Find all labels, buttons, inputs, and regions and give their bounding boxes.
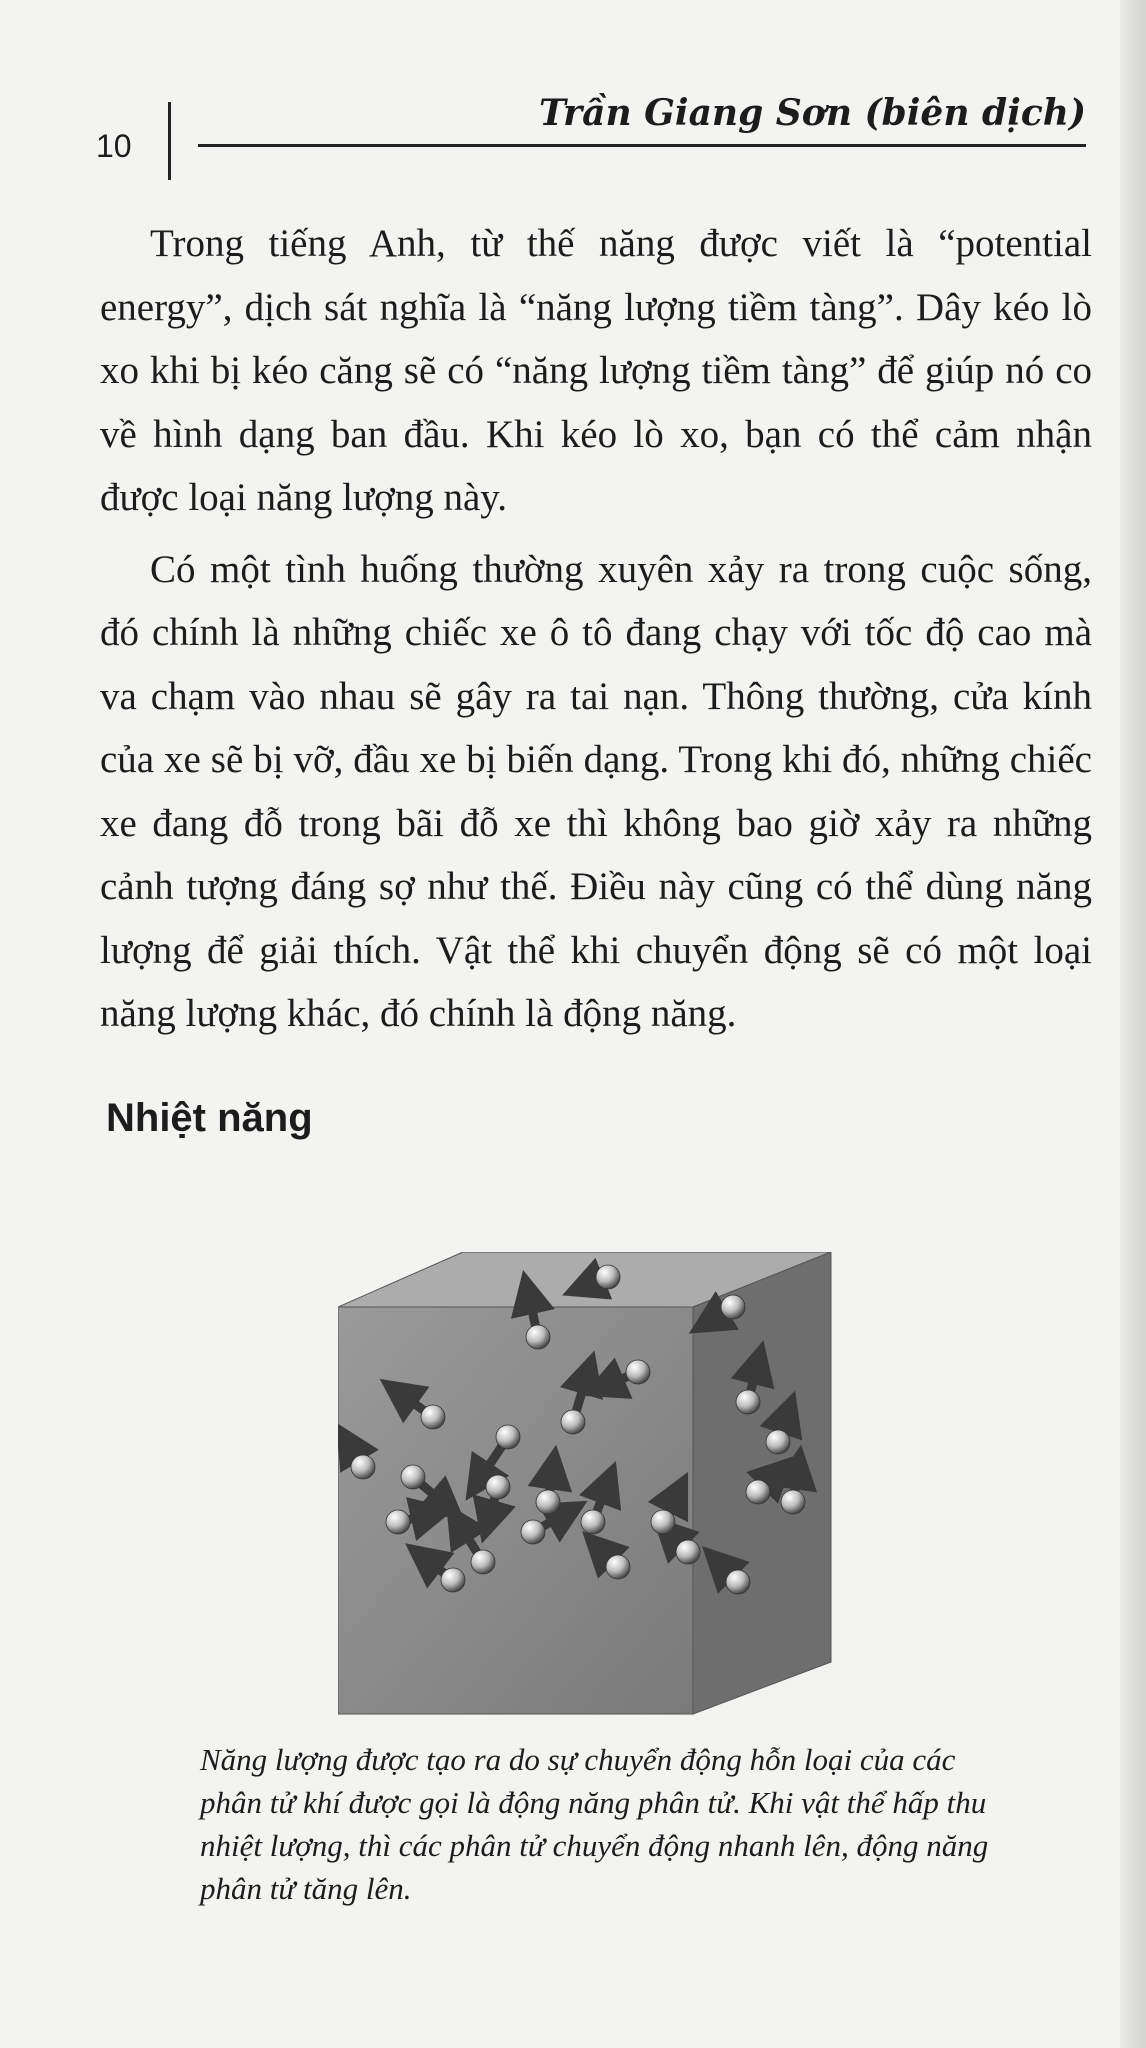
gas-molecule xyxy=(471,1550,495,1574)
gas-molecule xyxy=(676,1540,700,1564)
gas-molecule xyxy=(496,1425,520,1449)
gas-molecule xyxy=(536,1490,560,1514)
gas-molecule xyxy=(781,1490,805,1514)
body-text xyxy=(100,212,1092,1046)
gas-molecule xyxy=(581,1510,605,1534)
paragraph-2: Có một tình huống thường xuyên xảy ra trong cuộc sống, đó chính là những chiếc xe ô tô đang chạy với tốc độ cao mà va chạm vào nhau sẽ gây ra tai nạn. Thông thường, cửa kính của xe sẽ bị vỡ, đầu xe bị biến dạng. Trong khi đó, những chiếc xe đang đỗ trong bãi đỗ xe thì không bao giờ xảy ra những cảnh tượng đáng sợ như thế. Điều này cũng có thể dùng năng lượng để giải thích. Vật thể khi chuyển động sẽ có một loại năng lượng khác, đó chính là động năng. xyxy=(100,547,1092,1035)
gas-molecule xyxy=(626,1360,650,1384)
gas-molecule xyxy=(486,1475,510,1499)
header-divider xyxy=(168,102,171,180)
figure-caption: Năng lượng được tạo ra do sự chuyển động hỗn loại của các phân tử khí được gọi là động năng phân tử. Khi vật thể hấp thu nhiệt lượng, thì các phân tử chuyển động nhanh lên, động năng phân tử tăng lên. xyxy=(200,1742,989,1906)
gas-molecule xyxy=(351,1455,375,1479)
gas-molecule xyxy=(746,1480,770,1504)
gas-molecule xyxy=(726,1570,750,1594)
molecule-cube-figure xyxy=(338,1252,838,1722)
page-number: 10 xyxy=(96,128,132,164)
gas-molecule xyxy=(651,1510,675,1534)
gas-molecule xyxy=(521,1520,545,1544)
paragraph-1: Trong tiếng Anh, từ thế năng được viết là “potential energy”, dịch sát nghĩa là “năng lượng tiềm tàng”. Dây kéo lò xo khi bị kéo căng sẽ có “năng lượng tiềm tàng” để giúp nó co về hình dạng ban đầu. Khi kéo lò xo, bạn có thể cảm nhận được loại năng lượng này. xyxy=(100,222,1092,519)
molecule-cube-illustration xyxy=(338,1252,838,1722)
gas-molecule xyxy=(421,1405,445,1429)
gas-molecule xyxy=(526,1325,550,1349)
section-heading: Nhiệt năng xyxy=(106,1096,313,1140)
gas-molecule xyxy=(386,1510,410,1534)
gas-molecule xyxy=(766,1430,790,1454)
gas-molecule xyxy=(596,1265,620,1289)
gas-molecule xyxy=(561,1410,585,1434)
gas-molecule xyxy=(441,1568,465,1592)
gas-molecule xyxy=(721,1295,745,1319)
gas-molecule xyxy=(606,1555,630,1579)
header-rule xyxy=(198,144,1086,147)
gas-molecule xyxy=(736,1390,760,1414)
gas-molecule xyxy=(401,1465,425,1489)
running-title: Trần Giang Sơn (biên dịch) xyxy=(539,92,1086,134)
page-edge xyxy=(1120,0,1146,2048)
